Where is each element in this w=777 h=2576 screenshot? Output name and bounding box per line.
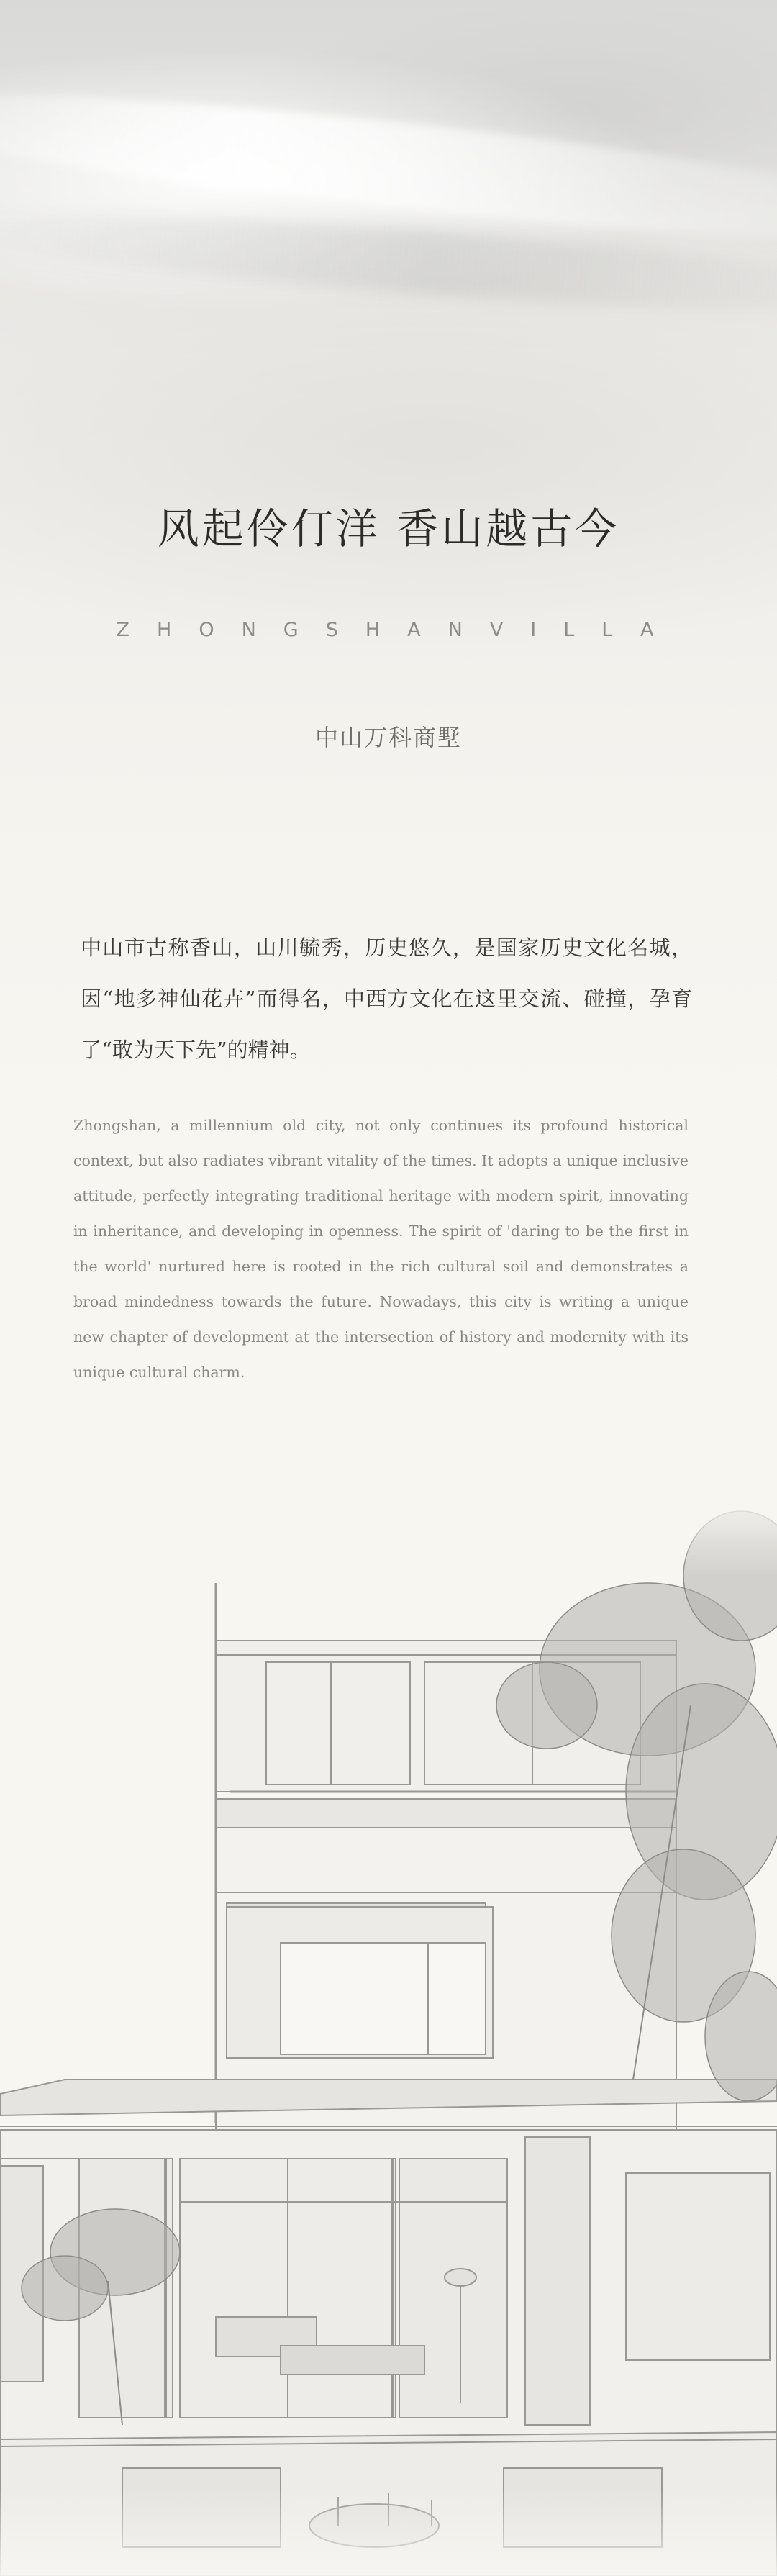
project-name: 中山万科商墅 xyxy=(314,724,462,751)
sketch-fade-overlay xyxy=(0,1489,777,2576)
english-subtitle: ZHONGSHANVILLA xyxy=(116,619,681,641)
villa-sketch-illustration xyxy=(0,1489,777,2576)
villa-sketch-svg xyxy=(0,1489,777,2576)
intro-paragraph-en: Zhongshan, a millennium old city, not only continues its profound historical context, but also radiates vibrant vitality of the times. It adopts a unique inclusive attitude, perfectly integrating traditional heritage with modern spirit, innovating in inheritance, and developing in openness. The spirit of 'daring to be the first in the world' nurtured here is rooted in the rich cultural soil and demonstrates a broad mindedness towards the future. Nowadays, this city is writing a unique new chapter of development at the intersection of history and modernity with its unique cultural charm. xyxy=(73,1117,689,1381)
intro-paragraph-cn: 中山市古称香山，山川毓秀，历史悠久，是国家历史文化名城，因“地多神仙花卉”而得名，中西方文化在这里交流、碰撞，孕育了“敢为天下先”的精神。 xyxy=(81,935,692,1062)
page-title: 风起伶仃洋 香山越古今 xyxy=(157,504,620,553)
